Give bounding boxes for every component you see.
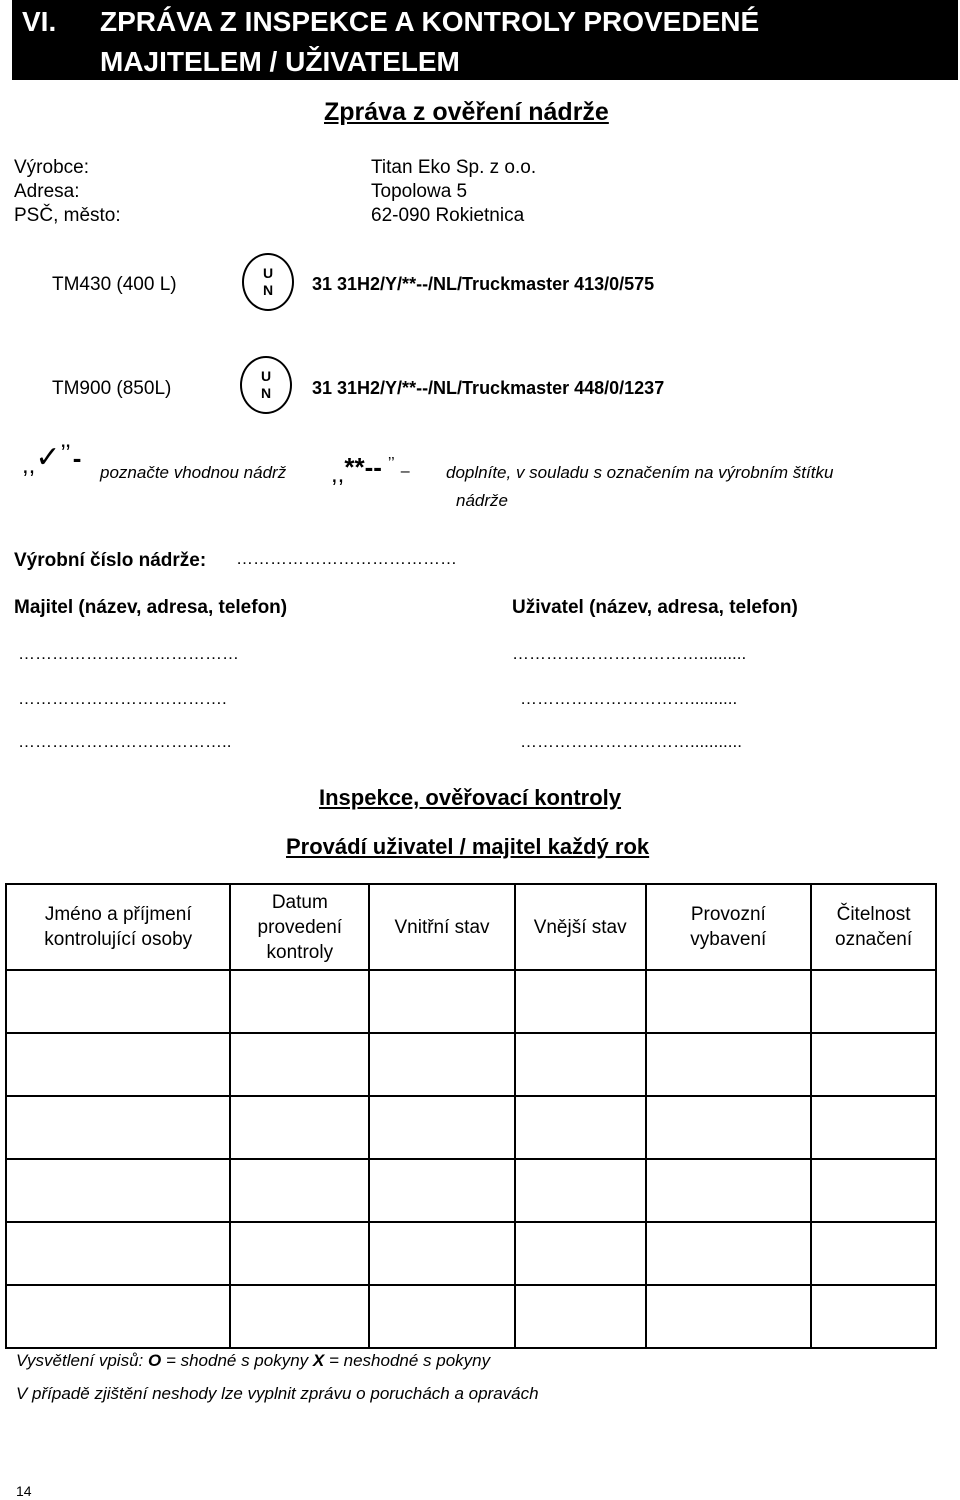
footnote-legend-mid: = shodné s pokyny [161,1351,313,1370]
un-mark-top: U [260,368,272,384]
legend-stars-open-quote: ,, [331,461,345,488]
table-cell[interactable] [811,1222,936,1285]
legend-check-dash: - [72,443,82,473]
user-line-1[interactable]: …………………………….......... [512,644,747,663]
serial-label: Výrobní číslo nádrže: [14,550,207,571]
table-cell[interactable] [230,970,369,1033]
owner-line-1[interactable]: ………………………………… [18,644,239,663]
col-header-label-legibility: Čitelnost označení [811,884,936,970]
legend-stars [331,452,410,489]
city-label: PSČ, město: [14,205,121,226]
table-cell[interactable] [811,1096,936,1159]
legend-stars-close-quote: ’’ [387,455,395,472]
table-cell[interactable] [515,1159,646,1222]
section-title-line2: MAJITELEM / UŽIVATELEM [100,46,460,77]
un-mark-icon [240,356,292,414]
table-cell[interactable] [369,1159,515,1222]
legend-check-close-quote: ’’ [60,440,71,467]
un-mark-bottom: N [262,282,274,298]
section-title-line1: ZPRÁVA Z INSPEKCE A KONTROLY PROVEDENÉ [100,6,760,37]
address-value: Topolowa 5 [371,181,468,202]
col-header-external-state: Vnější stav [515,884,646,970]
table-cell[interactable] [6,1096,230,1159]
legend-stars-symbol: **-- [344,452,382,482]
footnote-legend-x: X [312,1351,325,1370]
producer-label: Výrobce: [14,157,89,178]
tank-model-tm900: TM900 (850L) [52,378,172,399]
footnote-legend-o: O [147,1351,162,1370]
table-cell[interactable] [646,970,812,1033]
legend-stars-text-2: nádrže [456,491,508,510]
footnote-nonconformity: V případě zjištění neshody lze vyplnit zprávu o poruchách a opravách [16,1384,539,1403]
footnote-legend [16,1351,490,1371]
table-row [6,1096,936,1159]
table-cell[interactable] [6,970,230,1033]
col-header-date: Datum provedení kontroly [230,884,369,970]
table-cell[interactable] [811,1159,936,1222]
table-cell[interactable] [646,1096,812,1159]
producer-value: Titan Eko Sp. z o.o. [371,157,537,178]
owner-line-2[interactable]: ………………………………. [18,689,227,708]
un-mark-icon [242,253,294,311]
table-cell[interactable] [6,1033,230,1096]
table-cell[interactable] [369,970,515,1033]
table-cell[interactable] [230,1222,369,1285]
user-line-3[interactable]: …………………………........... [520,732,742,751]
col-header-operating-equipment: Provozní vybavení [646,884,812,970]
table-cell[interactable] [646,1033,812,1096]
table-cell[interactable] [811,1285,936,1348]
table-cell[interactable] [230,1159,369,1222]
table-row [6,1222,936,1285]
section-number: VI. [22,6,57,37]
table-cell[interactable] [369,1222,515,1285]
user-label: Uživatel (název, adresa, telefon) [512,597,798,618]
table-cell[interactable] [811,1033,936,1096]
table-cell[interactable] [230,1033,369,1096]
table-header-row [6,884,936,970]
table-cell[interactable] [6,1222,230,1285]
section-header-bar [12,0,958,80]
table-cell[interactable] [811,970,936,1033]
report-subtitle: Zpráva z ověření nádrže [324,98,609,126]
inspection-frequency-title: Provádí uživatel / majitel každý rok [286,834,650,859]
col-header-internal-state: Vnitřní stav [369,884,515,970]
footnote-legend-end: = neshodné s pokyny [324,1351,491,1370]
tank-code-tm900: 31 31H2/Y/**--/NL/Truckmaster 448/0/1237 [312,378,665,398]
owner-line-3[interactable]: ……………………………….. [18,732,232,751]
page-number: 14 [16,1483,32,1499]
table-cell[interactable] [515,1033,646,1096]
address-label: Adresa: [14,181,80,202]
col-header-inspector-name: Jméno a příjmení kontrolující osoby [6,884,230,970]
table-cell[interactable] [515,1096,646,1159]
legend-check-text: poznačte vhodnou nádrž [100,463,287,482]
owner-label: Majitel (název, adresa, telefon) [14,597,288,618]
legend-check [22,440,81,480]
tank-code-tm430: 31 31H2/Y/**--/NL/Truckmaster 413/0/575 [312,274,655,294]
table-row [6,1159,936,1222]
table-cell[interactable] [515,1285,646,1348]
table-cell[interactable] [515,1222,646,1285]
legend-stars-text: doplníte, v souladu s označením na výrobním štítku [446,463,834,482]
table-cell[interactable] [646,1222,812,1285]
city-value: 62-090 Rokietnica [371,205,525,226]
footnote-legend-prefix: Vysvětlení vpisů: [16,1351,148,1370]
table-row [6,1033,936,1096]
table-cell[interactable] [230,1285,369,1348]
table-cell[interactable] [369,1285,515,1348]
serial-field[interactable]: ………………………………… [236,549,457,568]
checkmark-icon: ✓ [35,441,61,474]
table-row [6,1285,936,1348]
table-cell[interactable] [369,1096,515,1159]
inspection-table [5,883,937,1349]
table-cell[interactable] [646,1285,812,1348]
un-mark-top: U [262,265,274,281]
legend-check-open-quote: ,, [22,452,36,479]
table-cell[interactable] [6,1285,230,1348]
table-cell[interactable] [515,970,646,1033]
table-cell[interactable] [6,1159,230,1222]
inspection-title: Inspekce, ověřovací kontroly [319,785,622,810]
table-cell[interactable] [230,1096,369,1159]
table-cell[interactable] [646,1159,812,1222]
table-row [6,970,936,1033]
user-line-2[interactable]: ………………………….......... [520,689,738,708]
table-cell[interactable] [369,1033,515,1096]
legend-stars-dash: – [400,463,410,480]
tank-model-tm430: TM430 (400 L) [52,274,177,295]
un-mark-bottom: N [260,385,272,401]
